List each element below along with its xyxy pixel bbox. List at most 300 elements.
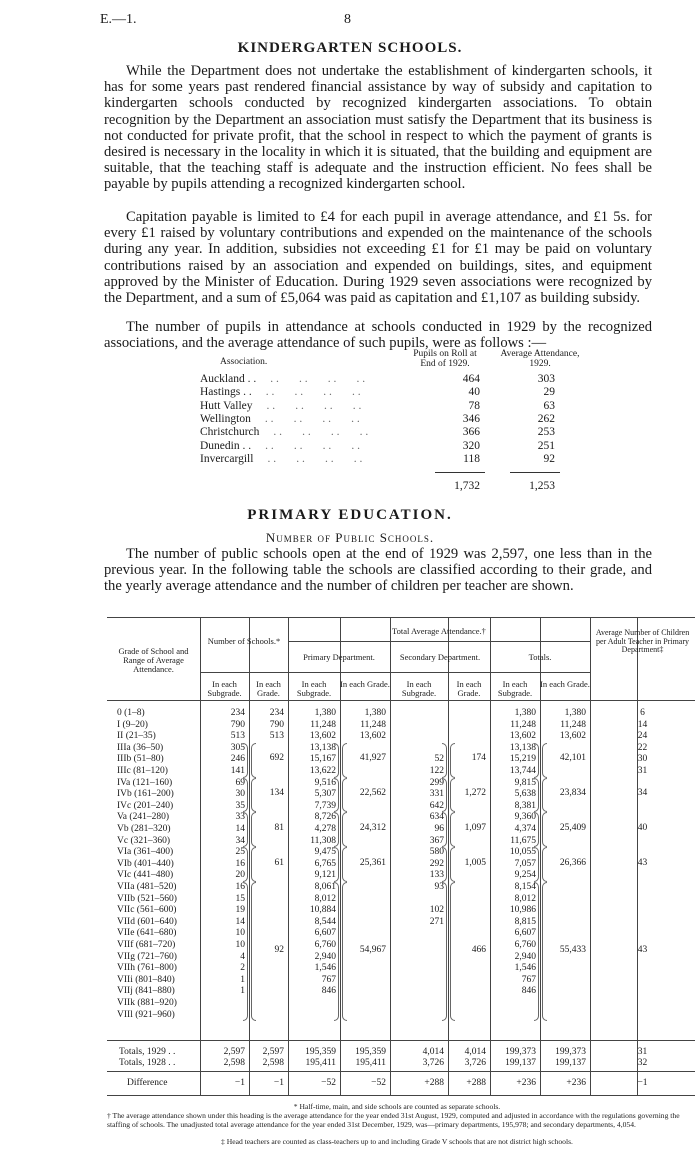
- secondary-in-subgrade: 367: [429, 835, 444, 846]
- grade-label-text: VIa (361–400): [117, 847, 174, 858]
- grade-label-text: IIIc (81–120): [117, 766, 168, 776]
- avg-children: 43: [637, 944, 648, 955]
- kg-association-cell: [200, 373, 430, 385]
- secondary-in-subgrade: 52: [434, 754, 444, 765]
- kg-row: [200, 400, 580, 413]
- group-brace: [534, 847, 539, 882]
- totals-in-subgrade: 1,380: [514, 708, 536, 718]
- primary-in-subgrade: 6,760: [314, 940, 336, 950]
- grade-label: [107, 847, 200, 857]
- table-rule-diff: [107, 1071, 695, 1072]
- primary-in-subgrade: 15,167: [309, 754, 336, 765]
- grade-label: [107, 766, 200, 776]
- primary-in-subgrade: 2,940: [314, 951, 336, 962]
- grade-label: [107, 952, 200, 962]
- primary-in-grade: 22,562: [359, 788, 386, 798]
- grade-label-text: IIIb (51–80): [117, 754, 164, 765]
- schools-in-subgrade: 10: [235, 928, 245, 939]
- table-column-rule: [590, 617, 591, 1095]
- secondary-in-subgrade: 634: [429, 812, 444, 823]
- group-brace: [442, 743, 447, 778]
- kg-dot-leader: . . . . . . . .: [267, 452, 363, 465]
- totals-in-subgrade: 6,760: [514, 940, 536, 950]
- page-ref: E.—1.: [100, 12, 137, 27]
- grade-label-text: VIIc (561–600): [117, 905, 177, 916]
- avg-children: 24: [637, 731, 648, 742]
- primary-in-subgrade: 13,622: [309, 766, 336, 776]
- schools-in-grade: 134: [269, 788, 284, 798]
- totals-in-grade: 1,380: [564, 708, 586, 718]
- primary-in-subgrade: 5,307: [314, 789, 336, 800]
- grade-label: [107, 928, 200, 938]
- kg-association-cell: [200, 413, 430, 425]
- schools-table: [107, 617, 695, 1095]
- totals-in-subgrade: 5,638: [514, 789, 536, 800]
- totals-in-subgrade: 13,602: [509, 731, 536, 742]
- summary-value: 2,597: [262, 1047, 284, 1057]
- totals-in-subgrade: 9,254: [514, 870, 536, 881]
- grade-label: [107, 940, 200, 950]
- table-rule-bottom: [107, 1095, 695, 1096]
- header-in-each-subgrade: In each Subgrade.: [296, 679, 332, 698]
- grade-label-text: VIIb (521–560): [117, 893, 177, 904]
- kg-attendance-cell: 251: [537, 439, 555, 452]
- kg-association-cell: [200, 440, 430, 452]
- grade-label: [107, 905, 200, 915]
- header-in-each-grade: In each Grade.: [456, 679, 482, 698]
- schools-in-subgrade: 69: [235, 777, 245, 788]
- kg-attendance-cell: 92: [543, 452, 555, 465]
- secondary-in-grade: 174: [471, 753, 486, 764]
- secondary-in-grade: 1,005: [464, 857, 486, 868]
- totals-in-subgrade: 8,815: [514, 916, 536, 927]
- primary-in-grade: 41,927: [359, 753, 386, 764]
- primary-in-subgrade: 9,121: [314, 870, 336, 881]
- grade-label-text: VIIe (641–680): [117, 928, 177, 939]
- group-brace: [334, 847, 339, 882]
- schools-in-subgrade: 30: [235, 789, 245, 800]
- primary-in-subgrade: 846: [321, 986, 336, 997]
- group-brace: [442, 812, 447, 847]
- grade-label: [107, 1010, 200, 1020]
- schools-in-subgrade: 16: [235, 858, 245, 869]
- summary-value: +288: [466, 1078, 486, 1088]
- summary-value: +236: [566, 1078, 586, 1088]
- group-brace: [534, 778, 539, 813]
- primary-in-subgrade: 6,765: [314, 858, 336, 869]
- kg-association-name: Wellington: [200, 412, 251, 425]
- schools-in-subgrade: 4: [240, 951, 245, 962]
- kg-row: [200, 413, 580, 426]
- group-brace: [442, 778, 447, 813]
- schools-in-grade: 513: [269, 731, 284, 742]
- secondary-in-subgrade: 271: [429, 916, 444, 927]
- grade-label: [107, 754, 200, 764]
- totals-in-subgrade: 9,815: [514, 777, 536, 788]
- kg-row: [200, 373, 580, 386]
- summary-label: Totals, 1928 . .: [119, 1058, 176, 1068]
- group-brace: [243, 847, 248, 882]
- summary-value: 199,373: [555, 1047, 586, 1057]
- kg-roll-cell: 464: [462, 373, 480, 385]
- schools-in-subgrade: 33: [235, 812, 245, 823]
- grade-label: [107, 998, 200, 1008]
- group-brace: [534, 743, 539, 778]
- kg-roll-cell: 346: [462, 412, 480, 425]
- totals-in-subgrade: 2,940: [514, 951, 536, 962]
- totals-in-subgrade: 8,012: [514, 893, 536, 904]
- kg-association-cell: [200, 426, 430, 438]
- schools-in-subgrade: 35: [235, 800, 245, 811]
- summary-label: Totals, 1929 . .: [119, 1047, 176, 1057]
- schools-in-subgrade: 16: [235, 882, 245, 892]
- primary-in-subgrade: 767: [321, 974, 336, 985]
- grade-label: [107, 789, 200, 799]
- header-secondary-dept: Secondary Department.: [399, 652, 481, 662]
- summary-value: 4,014: [464, 1047, 486, 1057]
- header-number-of-schools: Number of Schools.*: [207, 636, 281, 646]
- grade-label-text: VIb (401–440): [117, 858, 174, 869]
- grade-label: [107, 836, 200, 846]
- header-in-each-grade: In each Grade.: [256, 679, 281, 698]
- grade-label: [107, 882, 200, 892]
- totals-in-subgrade: 10,986: [509, 905, 536, 916]
- schools-in-grade: 692: [269, 753, 284, 764]
- primary-in-subgrade: 6,607: [314, 928, 336, 939]
- avg-children: 14: [637, 719, 648, 730]
- schools-in-subgrade: 141: [230, 766, 245, 776]
- summary-value: −52: [321, 1078, 336, 1088]
- schools-in-subgrade: 790: [230, 719, 245, 730]
- table-column-rule: [637, 617, 638, 1095]
- grade-label: [107, 824, 200, 834]
- schools-in-subgrade: 10: [235, 940, 245, 950]
- footnote-3: ‡ Head teachers are counted as class-teachers up to and including Grade V schools that are not district high schools.: [221, 1137, 573, 1146]
- totals-in-subgrade: 11,248: [510, 719, 536, 730]
- secondary-in-subgrade: 96: [434, 824, 444, 834]
- totals-in-grade: 42,101: [559, 753, 586, 764]
- header-grade: Grade of School and Range of Average Attendance.: [118, 646, 189, 674]
- group-brace: [243, 778, 248, 813]
- primary-in-subgrade: 13,602: [309, 731, 336, 742]
- table-rule-sub: [200, 672, 590, 673]
- primary-in-grade: 54,967: [359, 944, 386, 955]
- schools-in-subgrade: 2: [240, 963, 245, 974]
- grade-label-text: VIIj (841–880): [117, 986, 175, 997]
- summary-value: 2,598: [223, 1058, 245, 1068]
- primary-in-subgrade: 8,061: [314, 882, 336, 892]
- primary-in-subgrade: 10,884: [309, 905, 336, 916]
- grade-label-text: VIIl (921–960): [117, 1009, 175, 1020]
- totals-in-subgrade: 7,057: [514, 858, 536, 869]
- kg-roll-cell: 40: [468, 386, 480, 399]
- schools-in-subgrade: 25: [235, 847, 245, 858]
- schools-in-subgrade: 19: [235, 905, 245, 916]
- kg-row: [200, 386, 580, 399]
- kg-roll-cell: 366: [462, 426, 480, 439]
- kg-association-cell: [200, 453, 430, 465]
- kg-row: [200, 426, 580, 439]
- secondary-in-subgrade: 133: [429, 870, 444, 881]
- summary-avg: 31: [637, 1047, 648, 1057]
- grade-label-text: II (21–35): [117, 731, 156, 742]
- secondary-in-subgrade: 580: [429, 847, 444, 858]
- schools-in-subgrade: 305: [230, 742, 245, 753]
- kg-total-rule: [435, 472, 485, 473]
- kg-header-roll: Pupils on Roll at End of 1929.: [413, 349, 477, 369]
- kg-total-row: [200, 480, 580, 493]
- secondary-in-subgrade: 93: [434, 882, 444, 892]
- primary-in-subgrade: 9,516: [314, 777, 336, 788]
- kg-association-name: Christchurch: [200, 426, 260, 439]
- primary-in-grade: 24,312: [359, 822, 386, 833]
- kg-roll-cell: 320: [462, 439, 480, 452]
- primary-in-grade: 1,380: [364, 708, 386, 718]
- summary-value: 2,598: [262, 1058, 284, 1068]
- avg-children: 43: [637, 857, 648, 868]
- primary-in-subgrade: 7,739: [314, 800, 336, 811]
- table-rule-header: [107, 700, 695, 701]
- totals-in-subgrade: 846: [521, 986, 536, 997]
- grade-label-text: I (9–20): [117, 719, 148, 730]
- grade-label: [107, 975, 200, 985]
- summary-value: +236: [516, 1078, 536, 1088]
- schools-in-subgrade: 20: [235, 870, 245, 881]
- primary-in-subgrade: 13,138: [309, 742, 336, 753]
- header-in-each-subgrade: In each Subgrade.: [207, 679, 242, 698]
- grade-label: [107, 963, 200, 973]
- grade-label-text: Vc (321–360): [117, 835, 171, 846]
- totals-in-grade: 25,409: [559, 822, 586, 833]
- primary-in-grade: 11,248: [360, 719, 386, 730]
- grade-label-text: 0 (1–8): [117, 708, 145, 718]
- grade-label: [107, 894, 200, 904]
- secondary-in-subgrade: 299: [429, 777, 444, 788]
- schools-in-grade: 61: [274, 857, 284, 868]
- totals-in-grade: 26,366: [559, 857, 586, 868]
- group-brace: [334, 743, 339, 778]
- kg-attendance-cell: 29: [543, 386, 555, 399]
- primary-in-subgrade: 8,726: [314, 812, 336, 823]
- grade-label: [107, 708, 200, 718]
- kg-header-attendance: Average Attendance, 1929.: [500, 349, 580, 369]
- kg-total-roll: 1,732: [454, 480, 480, 493]
- schools-in-grade: 92: [274, 944, 284, 955]
- footnote-1: * Half-time, main, and side schools are counted as separate schools.: [293, 1102, 501, 1111]
- group-brace: [334, 882, 339, 1021]
- avg-children: 40: [637, 822, 648, 833]
- kg-dot-leader: . . . . . . . .: [265, 439, 360, 452]
- summary-value: 4,014: [422, 1047, 444, 1057]
- primary-in-grade: 13,602: [359, 731, 386, 742]
- summary-value: 3,726: [464, 1058, 486, 1068]
- totals-in-subgrade: 13,138: [509, 742, 536, 753]
- kg-association-name: Invercargill: [200, 452, 254, 465]
- schools-in-subgrade: 14: [235, 824, 245, 834]
- schools-in-subgrade: 246: [230, 754, 245, 765]
- table-rule-totals: [107, 1040, 695, 1041]
- header-primary-dept: Primary Department.: [303, 652, 375, 662]
- kg-attendance-cell: 303: [537, 373, 555, 385]
- grade-label: [107, 870, 200, 880]
- primary-in-subgrade: 9,475: [314, 847, 336, 858]
- totals-in-subgrade: 13,744: [509, 766, 536, 776]
- grade-label-text: Vb (281–320): [117, 824, 171, 834]
- grade-label-text: IVc (201–240): [117, 800, 174, 811]
- grade-label: [107, 778, 200, 788]
- group-brace: [334, 812, 339, 847]
- summary-avg: −1: [637, 1078, 648, 1088]
- kg-total-attendance: 1,253: [529, 480, 555, 493]
- schools-in-subgrade: 14: [235, 916, 245, 927]
- totals-in-subgrade: 1,546: [514, 963, 536, 974]
- table-rule-top: [107, 617, 695, 618]
- kg-attendance-cell: 262: [537, 412, 555, 425]
- kindergarten-para-3: The number of pupils in attendance at schools conducted in 1929 by the recognized associations, and the average attendance of such pupils, were as follows :—: [104, 319, 652, 352]
- schools-in-subgrade: 234: [230, 708, 245, 718]
- avg-children: 30: [637, 754, 648, 765]
- schools-in-grade: 234: [269, 708, 284, 718]
- totals-in-grade: 11,248: [560, 719, 586, 730]
- primary-in-subgrade: 8,544: [314, 916, 336, 927]
- schools-in-subgrade: 1: [240, 974, 245, 985]
- group-brace: [442, 882, 447, 1021]
- totals-in-grade: 55,433: [559, 944, 586, 955]
- header-average-children: Average Number of Children per Adult Teacher in Primary Department‡: [595, 628, 690, 655]
- schools-in-grade: 790: [269, 719, 284, 730]
- grade-label: [107, 801, 200, 811]
- summary-value: 199,373: [505, 1047, 536, 1057]
- summary-value: +288: [424, 1078, 444, 1088]
- summary-value: −52: [371, 1078, 386, 1088]
- grade-label-text: VIIh (761–800): [117, 963, 177, 974]
- summary-value: 199,137: [505, 1058, 536, 1068]
- kg-row: [200, 440, 580, 453]
- header-totals: Totals.: [528, 652, 552, 662]
- kindergarten-para-1: While the Department does not undertake the establishment of kindergarten schools, it has for some years past rendered financial assistance by way of subsidy and capitation to kindergarten schools conducted by recognized kindergarten associations. To obtain recognition by the Department an association must satisfy the Department that its business is not conducted for private profit, that the school in respect to which the payment of grants is desired is necessary in the locality in which it is situated, that the building and equipment are suitable, that the teaching staff is adequate and the instruction efficient. No fees shall be payable by pupils attending a recognized kindergarten school.: [104, 63, 652, 193]
- kg-dot-leader: . . . . . . . .: [273, 426, 369, 439]
- grade-label: [107, 986, 200, 996]
- kg-association-cell: [200, 400, 430, 412]
- grade-label-text: IIIa (36–50): [117, 742, 164, 753]
- schools-in-subgrade: 513: [230, 731, 245, 742]
- totals-in-grade: 13,602: [559, 731, 586, 742]
- group-brace: [243, 743, 248, 778]
- secondary-in-grade: 1,097: [464, 822, 486, 833]
- primary-para: The number of public schools open at the end of 1929 was 2,597, one less than in the previous year. In the following table the schools are classified according to their grade, and the yearly average attendance and the number of children per teacher are shown.: [104, 546, 652, 595]
- grade-label-text: VIIf (681–720): [117, 940, 176, 950]
- secondary-in-grade: 466: [471, 944, 486, 955]
- grade-label: [107, 743, 200, 753]
- totals-in-subgrade: 8,154: [514, 882, 536, 892]
- summary-value: 195,359: [355, 1047, 386, 1057]
- grade-label-text: VIIg (721–760): [117, 951, 177, 962]
- header-in-each-grade: In each Grade.: [540, 679, 590, 689]
- group-brace: [243, 882, 248, 1021]
- schools-in-subgrade: 1: [240, 986, 245, 997]
- kg-row: [200, 453, 580, 466]
- summary-value: 195,411: [355, 1058, 386, 1068]
- summary-value: −1: [234, 1078, 245, 1088]
- grade-label-text: VIc (441–480): [117, 870, 174, 881]
- grade-label-text: VIId (601–640): [117, 916, 177, 927]
- primary-title: PRIMARY EDUCATION.: [247, 507, 453, 523]
- group-brace: [442, 847, 447, 882]
- summary-value: −1: [273, 1078, 284, 1088]
- summary-value: 195,411: [305, 1058, 336, 1068]
- kindergarten-title: KINDERGARTEN SCHOOLS.: [237, 40, 463, 56]
- schools-in-subgrade: 15: [235, 893, 245, 904]
- kg-association-cell: [200, 386, 430, 398]
- footnote-2: † The average attendance shown under this heading is the average attendance for the year ended 31st August, 1929, computed and adjusted in accordance with the regulations governing the staffing of schools. The unadjusted total average attendance for the year ended 31st December, 1929, was—primary departments, 195,978; and secondary departments, 4,054.: [107, 1111, 680, 1129]
- totals-in-subgrade: 9,360: [514, 812, 536, 823]
- secondary-in-subgrade: 102: [429, 905, 444, 916]
- totals-in-subgrade: 10,055: [509, 847, 536, 858]
- primary-in-subgrade: 4,278: [314, 824, 336, 834]
- avg-children: 22: [637, 742, 648, 753]
- table-rule-group: [288, 641, 590, 642]
- avg-children: 6: [640, 708, 645, 718]
- header-in-each-grade: In each Grade.: [340, 679, 390, 689]
- summary-label: Difference: [127, 1078, 168, 1088]
- kg-association-name: Hutt Valley: [200, 399, 253, 412]
- secondary-in-subgrade: 331: [429, 789, 444, 800]
- totals-in-grade: 23,834: [559, 788, 586, 798]
- kg-total-rule: [510, 472, 560, 473]
- primary-in-subgrade: 1,546: [314, 963, 336, 974]
- kg-association-name: Hastings . .: [200, 386, 252, 399]
- grade-label-text: IVa (121–160): [117, 777, 173, 788]
- grade-label: [107, 812, 200, 822]
- avg-children: 31: [637, 766, 648, 776]
- header-in-each-subgrade: In each Subgrade.: [497, 679, 533, 698]
- primary-in-subgrade: 1,380: [314, 708, 336, 718]
- group-brace: [334, 778, 339, 813]
- totals-in-subgrade: 4,374: [514, 824, 536, 834]
- summary-avg: 32: [637, 1058, 648, 1068]
- primary-in-subgrade: 11,248: [310, 719, 336, 730]
- kg-attendance-cell: 63: [543, 399, 555, 412]
- kg-dot-leader: . . . . . . . .: [265, 386, 361, 399]
- grade-label-text: Va (241–280): [117, 812, 169, 823]
- kg-header-association: Association.: [220, 357, 268, 367]
- kg-dot-leader: . . . . . . . .: [270, 373, 366, 385]
- primary-in-grade: 25,361: [359, 857, 386, 868]
- summary-value: 195,359: [305, 1047, 336, 1057]
- secondary-in-subgrade: 292: [429, 858, 444, 869]
- totals-in-subgrade: 767: [521, 974, 536, 985]
- group-brace: [243, 812, 248, 847]
- avg-children: 34: [637, 788, 648, 798]
- kg-attendance-cell: 253: [537, 426, 555, 439]
- schools-in-grade: 81: [274, 822, 284, 833]
- grade-label-text: VIIa (481–520): [117, 882, 177, 892]
- primary-in-subgrade: 11,308: [310, 835, 336, 846]
- grade-label-text: IVb (161–200): [117, 789, 174, 800]
- summary-value: 2,597: [223, 1047, 245, 1057]
- group-brace: [534, 812, 539, 847]
- totals-in-subgrade: 6,607: [514, 928, 536, 939]
- kindergarten-para-2: Capitation payable is limited to £4 for each pupil in average attendance, and £1 5s. for every £1 raised by voluntary contributions and expended on the maintenance of the schools during any year. In addition, subsidies not exceeding £1 for £1 may be paid on voluntary contributions raised by an association and expended on buildings, sites, and equipment approved by the Minister of Education. During 1929 seven associations were recognized by the Department, and a sum of £5,064 was paid as capitation and £1,107 as building subsidy.: [104, 209, 652, 307]
- grade-label: [107, 720, 200, 730]
- header-total-attendance: Total Average Attendance.†: [392, 626, 486, 636]
- kg-association-name: Dunedin . .: [200, 439, 252, 452]
- primary-in-subgrade: 8,012: [314, 893, 336, 904]
- group-brace: [534, 882, 539, 1021]
- summary-value: 3,726: [422, 1058, 444, 1068]
- kg-dot-leader: . . . . . . . .: [266, 399, 362, 412]
- kg-roll-cell: 78: [468, 399, 480, 412]
